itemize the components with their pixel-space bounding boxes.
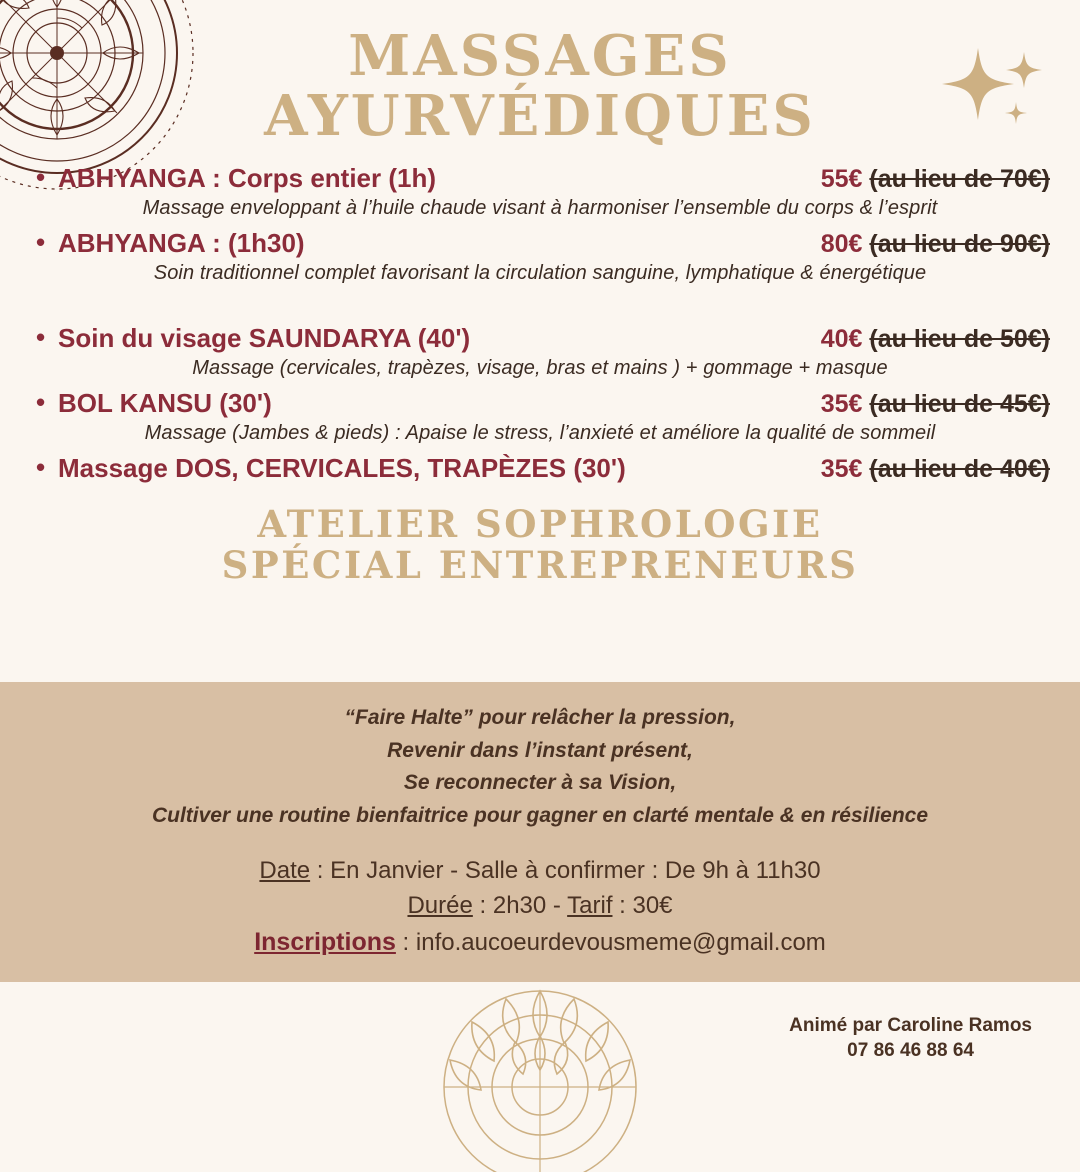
service-price-old: (au lieu de 40€) xyxy=(869,454,1050,483)
service-description: Soin traditionnel complet favorisant la circulation sanguine, lymphatique & énergétique xyxy=(153,261,927,284)
service-name: • ABHYANGA : (1h30) xyxy=(30,228,305,259)
service-name: • BOL KANSU (30') xyxy=(30,388,272,419)
workshop-signup-value[interactable]: : info.aucoeurdevousmeme@gmail.com xyxy=(395,928,826,956)
service-price-old: (au lieu de 45€) xyxy=(869,389,1050,418)
workshop-signup-label: Inscriptions xyxy=(254,927,396,956)
workshop-title-line1: ATELIER SOPHROLOGIE xyxy=(257,501,823,546)
service-price xyxy=(821,455,1050,484)
workshop-date-label: Date xyxy=(259,857,311,885)
service-price-old: (au lieu de 90€) xyxy=(869,229,1050,258)
service-price xyxy=(821,390,1050,419)
footer-phone: 07 86 46 88 64 xyxy=(847,1040,974,1062)
service-description: Massage (Jambes & pieds) : Apaise le stress, l’anxieté et améliore la qualité de sommeil xyxy=(144,421,936,444)
service-price-current: 40€ xyxy=(820,324,863,353)
service-description: Massage enveloppant à l’huile chaude visant à harmoniser l’ensemble du corps & l’esprit xyxy=(142,196,938,219)
footer-credit xyxy=(789,1013,1032,1064)
workshop-date-line xyxy=(0,854,1080,889)
footer-animator: Animé par Caroline Ramos xyxy=(789,1014,1032,1036)
service-price-current: 35€ xyxy=(820,389,863,418)
page-title-line1: MASSAGES xyxy=(348,23,732,89)
service-price-current: 55€ xyxy=(820,164,863,193)
workshop-duration-label: Durée xyxy=(407,891,473,919)
workshop-price-label: Tarif xyxy=(567,891,613,919)
service-item xyxy=(30,388,1050,419)
workshop-quote-line: “Faire Halte” pour relâcher la pression, xyxy=(344,706,736,729)
workshop-price-value: : 30€ xyxy=(612,891,673,919)
workshop-duration-value: : 2h30 - xyxy=(472,891,568,919)
page-title-line2: AYURVÉDIQUES xyxy=(264,83,816,150)
service-price-old: (au lieu de 70€) xyxy=(869,164,1050,193)
service-price xyxy=(821,230,1050,259)
workshop-duration-line xyxy=(0,889,1080,924)
service-item xyxy=(30,228,1050,259)
service-name: • Soin du visage SAUNDARYA (40') xyxy=(30,323,470,354)
service-price-old: (au lieu de 50€) xyxy=(869,324,1050,353)
workshop-quote-line: Cultiver une routine bienfaitrice pour gagner en clarté mentale & en résilience xyxy=(151,803,929,827)
page-title xyxy=(0,23,1080,150)
workshop-title xyxy=(0,501,1080,588)
workshop-date-value: : En Janvier - Salle à confirmer : De 9h à 11h30 xyxy=(310,857,821,885)
service-price xyxy=(821,325,1050,354)
spacer xyxy=(30,293,1050,321)
service-price-current: 80€ xyxy=(820,229,863,258)
workshop-info xyxy=(0,854,1080,960)
service-item xyxy=(30,323,1050,354)
service-price-current: 35€ xyxy=(820,454,863,483)
workshop-quote-line: Revenir dans l’instant présent, xyxy=(387,738,693,762)
service-name: • ABHYANGA : Corps entier (1h) xyxy=(30,163,436,194)
service-item xyxy=(30,163,1050,194)
workshop-quote-line: Se reconnecter à sa Vision, xyxy=(403,771,677,795)
service-item xyxy=(30,453,1050,484)
workshop-signup-line[interactable] xyxy=(0,924,1080,961)
page-header xyxy=(0,0,1080,150)
service-price xyxy=(821,165,1050,194)
service-name: • Massage DOS, CERVICALES, TRAPÈZES (30') xyxy=(30,453,626,484)
services-list xyxy=(0,147,1080,484)
workshop-content xyxy=(0,682,1080,982)
service-description: Massage (cervicales, trapèzes, visage, bras et mains ) + gommage + masque xyxy=(192,356,888,379)
workshop-title-line2: SPÉCIAL ENTREPRENEURS xyxy=(221,543,859,588)
